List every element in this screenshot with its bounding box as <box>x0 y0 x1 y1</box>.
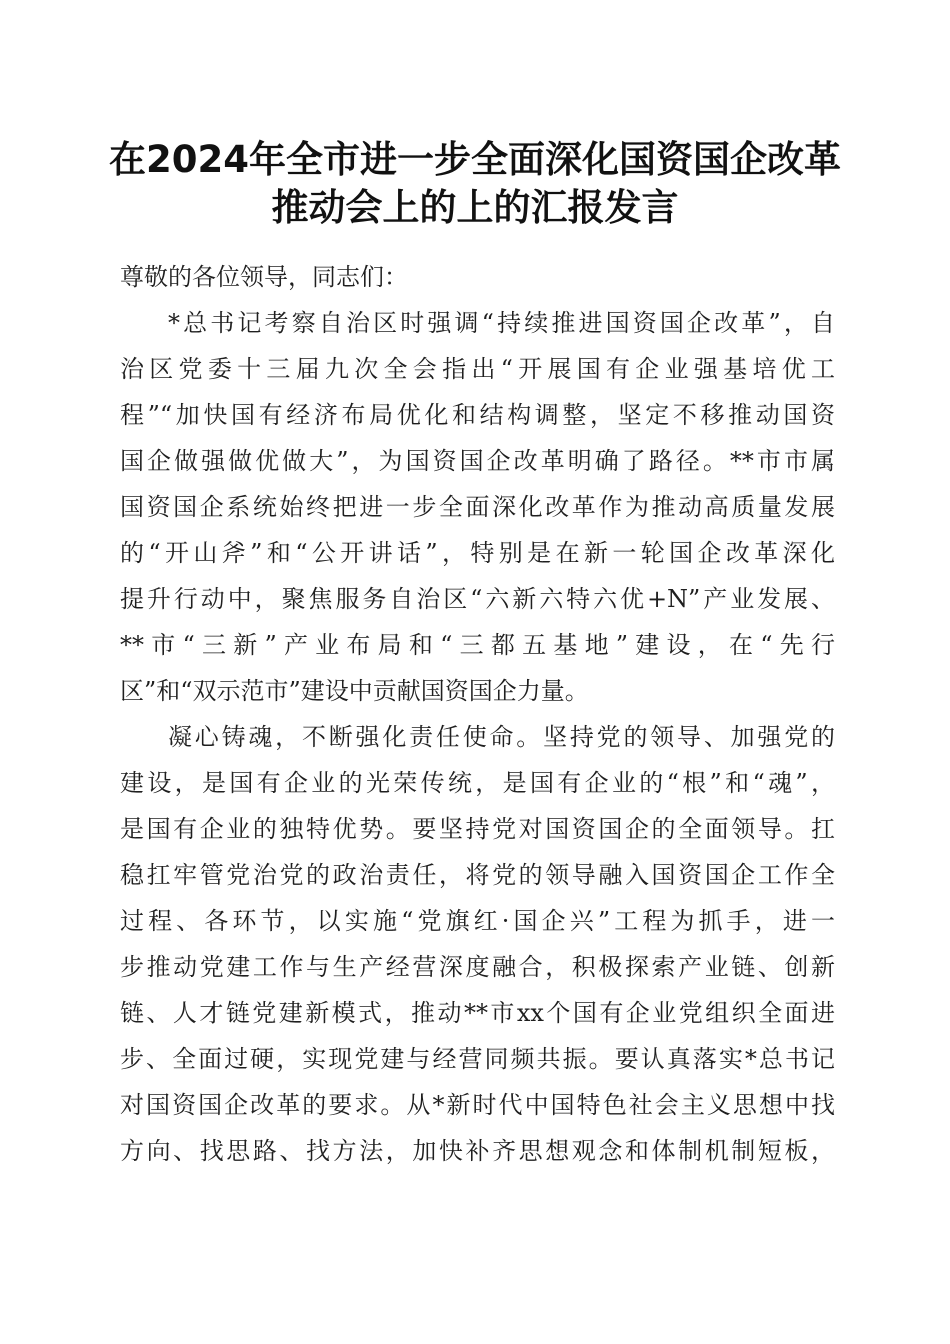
paragraph-1-line: 国企做强做优做大”，为国资国企改革明确了路径。**市市属 <box>120 447 835 475</box>
paragraph-2-line: 稳扛牢管党治党的政治责任，将党的领导融入国资国企工作全 <box>120 861 835 889</box>
document-title-line-2: 推动会上的上的汇报发言 <box>271 186 679 229</box>
document-title-line-1: 在2024年全市进一步全面深化国资国企改革 <box>109 138 841 181</box>
paragraph-1-line: 区”和“双示范市”建设中贡献国资国企力量。 <box>120 677 589 705</box>
paragraph-1-line: 提升行动中，聚焦服务自治区“六新六特六优+N”产业发展、 <box>120 585 835 613</box>
paragraph-2-line: 建设，是国有企业的光荣传统，是国有企业的“根”和“魂”， <box>120 769 835 797</box>
paragraph-2-line: 过程、各环节，以实施“党旗红·国企兴”工程为抓手，进一 <box>120 907 835 935</box>
paragraph-2-line: 凝心铸魂，不断强化责任使命。坚持党的领导、加强党的 <box>168 723 835 751</box>
paragraph-1-line: 治区党委十三届九次全会指出“开展国有企业强基培优工 <box>120 355 835 383</box>
paragraph-1-line: 的“开山斧”和“公开讲话”，特别是在新一轮国企改革深化 <box>120 539 835 567</box>
paragraph-2-line: 是国有企业的独特优势。要坚持党对国资国企的全面领导。扛 <box>120 815 835 843</box>
paragraph-2-line: 方向、找思路、找方法，加快补齐思想观念和体制机制短板， <box>120 1137 835 1165</box>
document-body <box>120 254 835 1174</box>
paragraph-2-line: 步、全面过硬，实现党建与经营同频共振。要认真落实*总书记 <box>120 1045 835 1073</box>
paragraph-1-line: *总书记考察自治区时强调“持续推进国资国企改革”，自 <box>168 309 835 337</box>
paragraph-2-line: 对国资国企改革的要求。从*新时代中国特色社会主义思想中找 <box>120 1091 835 1119</box>
salutation: 尊敬的各位领导，同志们： <box>120 263 408 291</box>
paragraph-2-line: 链、人才链党建新模式，推动**市xx个国有企业党组织全面进 <box>120 999 835 1027</box>
paragraph-2-line: 步推动党建工作与生产经营深度融合，积极探索产业链、创新 <box>120 953 835 981</box>
paragraph-1-line: **市“三新”产业布局和“三都五基地”建设，在“先行 <box>120 631 835 659</box>
paragraph-1-line: 程”“加快国有经济布局优化和结构调整，坚定不移推动国资 <box>120 401 835 429</box>
paragraph-1-line: 国资国企系统始终把进一步全面深化改革作为推动高质量发展 <box>120 493 835 521</box>
